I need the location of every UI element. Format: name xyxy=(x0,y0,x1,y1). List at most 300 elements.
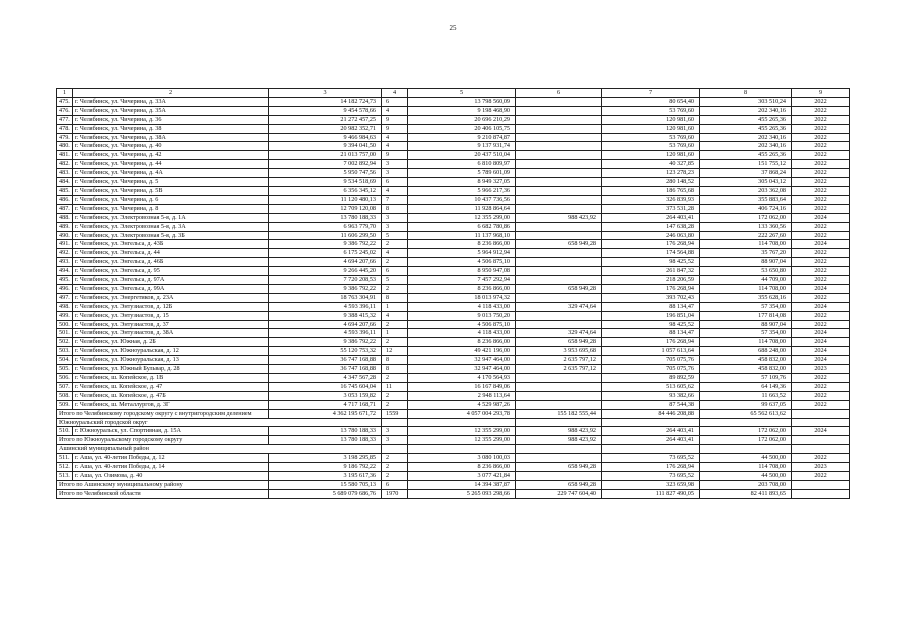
table-cell: 6 xyxy=(382,178,408,187)
table-cell: 6 356 345,12 xyxy=(269,186,382,195)
table-row xyxy=(57,115,850,124)
table-cell: 4 347 567,28 xyxy=(269,374,382,383)
table-cell: 4 506 875,10 xyxy=(408,258,516,267)
total-cell: 323 659,98 xyxy=(602,480,700,489)
table-cell xyxy=(516,169,602,178)
table-cell: 2022 xyxy=(792,276,850,285)
total-label: Итого по Челябинскому городскому округу с внутригородским делением xyxy=(57,409,269,418)
table-cell: г. Челябинск, ул. Энергетиков, д. 23А xyxy=(73,293,269,302)
table-cell xyxy=(516,471,602,480)
table-cell: 88 134,47 xyxy=(602,302,700,311)
section-header-row xyxy=(57,445,850,454)
total-label: Итого по Ашинскому муниципальному району xyxy=(57,480,269,489)
table-cell: 6 682 780,86 xyxy=(408,222,516,231)
column-header: 3 xyxy=(269,89,382,98)
total-cell: 15 580 705,13 xyxy=(269,480,382,489)
table-row xyxy=(57,276,850,285)
table-cell: 658 949,28 xyxy=(516,240,602,249)
table-cell: 11 928 864,64 xyxy=(408,204,516,213)
table-cell: 3 077 421,84 xyxy=(408,471,516,480)
table-row xyxy=(57,320,850,329)
table-row xyxy=(57,311,850,320)
table-cell: 2022 xyxy=(792,204,850,213)
table-cell: 2022 xyxy=(792,160,850,169)
table-cell: 2024 xyxy=(792,240,850,249)
table-cell: 2022 xyxy=(792,471,850,480)
table-cell xyxy=(516,454,602,463)
table-row xyxy=(57,151,850,160)
empty-cell xyxy=(516,418,602,427)
table-cell: 492. xyxy=(57,249,73,258)
total-cell xyxy=(792,436,850,445)
table-cell: 99 637,05 xyxy=(700,400,792,409)
table-cell: г. Аша, ул. 40-летия Победы, д. 12 xyxy=(73,454,269,463)
table-cell: 2 635 797,12 xyxy=(516,356,602,365)
table-cell: 222 267,60 xyxy=(700,231,792,240)
table-cell: 489. xyxy=(57,222,73,231)
table-cell: 4 170 564,93 xyxy=(408,374,516,383)
table-cell: 4 694 207,66 xyxy=(269,320,382,329)
table-cell xyxy=(516,391,602,400)
table-cell: 20 437 510,04 xyxy=(408,151,516,160)
total-cell: 65 562 613,62 xyxy=(700,409,792,418)
table-cell: 502. xyxy=(57,338,73,347)
table-cell: 7 457 292,94 xyxy=(408,276,516,285)
table-cell: г. Челябинск, ул. Чичерина, д. 38А xyxy=(73,133,269,142)
total-cell: 14 394 387,87 xyxy=(408,480,516,489)
total-cell: 1970 xyxy=(382,489,408,498)
column-header: 8 xyxy=(700,89,792,98)
table-cell: 479. xyxy=(57,133,73,142)
total-cell: 4 362 195 671,72 xyxy=(269,409,382,418)
table-cell: 40 327,85 xyxy=(602,160,700,169)
table-cell: 9 266 445,20 xyxy=(269,267,382,276)
table-cell: 246 063,80 xyxy=(602,231,700,240)
table-cell: 497. xyxy=(57,293,73,302)
table-row xyxy=(57,97,850,106)
total-row xyxy=(57,409,850,418)
table-cell: 476. xyxy=(57,106,73,115)
table-cell: 13 780 188,33 xyxy=(269,213,382,222)
table-cell: г. Челябинск, ул. Южная, д. 2Б xyxy=(73,338,269,347)
total-cell: 6 xyxy=(382,480,408,489)
table-row xyxy=(57,240,850,249)
table-cell: 176 268,94 xyxy=(602,463,700,472)
total-cell xyxy=(792,409,850,418)
table-cell: 2022 xyxy=(792,222,850,231)
table-cell: 510. xyxy=(57,427,73,436)
table-cell: 509. xyxy=(57,400,73,409)
table-cell: 504. xyxy=(57,356,73,365)
table-cell xyxy=(516,195,602,204)
table-cell: 481. xyxy=(57,151,73,160)
table-cell: 455 265,36 xyxy=(700,124,792,133)
total-cell xyxy=(792,480,850,489)
table-cell: 482. xyxy=(57,160,73,169)
table-cell: г. Челябинск, ул. Чичерина, д. 36 xyxy=(73,115,269,124)
table-cell: 9 388 415,32 xyxy=(269,311,382,320)
total-cell: 172 062,00 xyxy=(700,436,792,445)
table-cell: 305 043,12 xyxy=(700,178,792,187)
total-row xyxy=(57,480,850,489)
table-cell: 5 789 601,09 xyxy=(408,169,516,178)
table-cell: 329 474,64 xyxy=(516,302,602,311)
table-cell: 172 062,00 xyxy=(700,427,792,436)
table-cell xyxy=(516,382,602,391)
table-cell: 2022 xyxy=(792,186,850,195)
table-cell: 6 xyxy=(382,97,408,106)
table-cell: г. Челябинск, ул. Чичерина, д. 38 xyxy=(73,124,269,133)
table-cell: г. Челябинск, ул. Энгельса, д. 95 xyxy=(73,267,269,276)
table-cell: 458 832,00 xyxy=(700,356,792,365)
total-cell: 203 708,00 xyxy=(700,480,792,489)
table-cell: 12 xyxy=(382,347,408,356)
table-row xyxy=(57,133,850,142)
table-cell: г. Южноуральск, ул. Спортивная, д. 15А xyxy=(73,427,269,436)
table-cell: г. Челябинск, ул. Энтузиастов, д. 15 xyxy=(73,311,269,320)
table-cell: 151 755,12 xyxy=(700,160,792,169)
table-cell: 13 780 188,33 xyxy=(269,427,382,436)
table-cell: 508. xyxy=(57,391,73,400)
page-number: 25 xyxy=(449,24,457,32)
table-cell: 3 953 695,68 xyxy=(516,347,602,356)
total-cell: 5 265 093 298,66 xyxy=(408,489,516,498)
table-cell: 98 425,52 xyxy=(602,320,700,329)
section-header-row xyxy=(57,418,850,427)
table-cell: 355 628,16 xyxy=(700,293,792,302)
table-cell: 2024 xyxy=(792,329,850,338)
table-cell: 1 057 613,64 xyxy=(602,347,700,356)
table-row xyxy=(57,356,850,365)
table-cell: 505. xyxy=(57,365,73,374)
table-cell: 8 950 947,08 xyxy=(408,267,516,276)
table-cell: 2022 xyxy=(792,293,850,302)
table-cell: 264 403,41 xyxy=(602,427,700,436)
table-row xyxy=(57,204,850,213)
table-cell xyxy=(516,186,602,195)
table-cell: 44 500,00 xyxy=(700,454,792,463)
table-cell: 2022 xyxy=(792,106,850,115)
table-cell: 393 702,43 xyxy=(602,293,700,302)
table-cell: 8 xyxy=(382,365,408,374)
table-cell: 3 195 617,36 xyxy=(269,471,382,480)
table-cell: 147 638,28 xyxy=(602,222,700,231)
table-cell: 53 769,60 xyxy=(602,106,700,115)
table-cell: г. Челябинск, ш. Металлургов, д. 3Г xyxy=(73,400,269,409)
table-cell: 490. xyxy=(57,231,73,240)
table-cell: 280 148,52 xyxy=(602,178,700,187)
table-cell: 4 xyxy=(382,186,408,195)
table-cell: 4 118 433,00 xyxy=(408,302,516,311)
table-cell: 12 709 120,08 xyxy=(269,204,382,213)
total-cell: 658 949,28 xyxy=(516,480,602,489)
table-cell: 491. xyxy=(57,240,73,249)
table-cell: г. Челябинск, ул. Энгельса, д. 97А xyxy=(73,276,269,285)
table-cell: 483. xyxy=(57,169,73,178)
table-cell: 2024 xyxy=(792,347,850,356)
total-cell: 84 446 208,88 xyxy=(602,409,700,418)
table-cell: 4 694 207,66 xyxy=(269,258,382,267)
table-cell: 93 382,66 xyxy=(602,391,700,400)
table-cell: 2022 xyxy=(792,258,850,267)
table-cell: 37 868,24 xyxy=(700,169,792,178)
table-row xyxy=(57,249,850,258)
total-cell: 3 xyxy=(382,436,408,445)
column-header: 6 xyxy=(516,89,602,98)
table-cell: 20 406 105,75 xyxy=(408,124,516,133)
table-cell: 3 xyxy=(382,427,408,436)
table-row xyxy=(57,142,850,151)
table-cell xyxy=(516,222,602,231)
empty-cell xyxy=(602,418,700,427)
table-cell: 9 xyxy=(382,151,408,160)
table-cell: 2022 xyxy=(792,320,850,329)
table-cell: 18 013 974,32 xyxy=(408,293,516,302)
table-cell: 2022 xyxy=(792,151,850,160)
table-cell: 6 810 809,97 xyxy=(408,160,516,169)
table-cell: 455 265,36 xyxy=(700,115,792,124)
table-cell: 513 605,62 xyxy=(602,382,700,391)
table-cell: г. Челябинск, ул. Энтузиастов, д. 12Б xyxy=(73,302,269,311)
table-cell: г. Челябинск, ул. Энгельса, д. 99А xyxy=(73,284,269,293)
table-cell xyxy=(516,178,602,187)
section-label: Южноуральский городской округ xyxy=(57,418,382,427)
total-cell: 13 780 188,33 xyxy=(269,436,382,445)
table-cell: 326 839,93 xyxy=(602,195,700,204)
table-cell xyxy=(516,293,602,302)
table-row xyxy=(57,213,850,222)
table-row xyxy=(57,284,850,293)
table-cell: 406 724,16 xyxy=(700,204,792,213)
table-cell: г. Челябинск, ул. Чичерина, д. 44 xyxy=(73,160,269,169)
table-cell: 9 186 792,22 xyxy=(269,463,382,472)
table-cell: 478. xyxy=(57,124,73,133)
table-cell: 172 062,00 xyxy=(700,213,792,222)
table-cell: 2 635 797,12 xyxy=(516,365,602,374)
table-cell: 73 695,52 xyxy=(602,454,700,463)
table-row xyxy=(57,222,850,231)
column-header: 9 xyxy=(792,89,850,98)
table-cell: 4 118 433,00 xyxy=(408,329,516,338)
table-cell: 8 949 327,05 xyxy=(408,178,516,187)
table-cell: 11 137 968,10 xyxy=(408,231,516,240)
table-cell: 202 340,16 xyxy=(700,142,792,151)
table-cell: 2 xyxy=(382,374,408,383)
table-cell: 1 xyxy=(382,302,408,311)
table-cell: г. Челябинск, ул. Чичерина, д. 5 xyxy=(73,178,269,187)
table-cell: 493. xyxy=(57,258,73,267)
total-cell: 4 057 004 293,78 xyxy=(408,409,516,418)
table-cell: 5 964 912,94 xyxy=(408,249,516,258)
table-cell: 7 xyxy=(382,195,408,204)
table-cell: 2 xyxy=(382,240,408,249)
table-cell: 658 949,28 xyxy=(516,338,602,347)
table-row xyxy=(57,400,850,409)
table-cell: 9 013 750,20 xyxy=(408,311,516,320)
table-row xyxy=(57,267,850,276)
table-row xyxy=(57,338,850,347)
table-cell: 2023 xyxy=(792,463,850,472)
table-cell: 202 340,16 xyxy=(700,106,792,115)
table-cell: 88 907,04 xyxy=(700,320,792,329)
total-label: Итого по Южноуральскому городскому округу xyxy=(57,436,269,445)
table-cell xyxy=(516,374,602,383)
table-cell: 2 xyxy=(382,258,408,267)
table-cell: 511. xyxy=(57,454,73,463)
table-cell: 88 134,47 xyxy=(602,329,700,338)
table-cell: 4 xyxy=(382,311,408,320)
table-cell: 2024 xyxy=(792,356,850,365)
table-cell: 494. xyxy=(57,267,73,276)
table-cell: 9 198 468,90 xyxy=(408,106,516,115)
table-row xyxy=(57,106,850,115)
table-cell xyxy=(516,151,602,160)
table-cell: 9 394 041,50 xyxy=(269,142,382,151)
table-cell: 3 080 100,03 xyxy=(408,454,516,463)
table-cell: 2022 xyxy=(792,400,850,409)
table-cell: 44 500,00 xyxy=(700,471,792,480)
table-cell: 499. xyxy=(57,311,73,320)
table-cell: 8 xyxy=(382,356,408,365)
table-cell: 658 949,28 xyxy=(516,284,602,293)
table-cell: 486. xyxy=(57,195,73,204)
table-cell: 4 506 875,10 xyxy=(408,320,516,329)
table-row xyxy=(57,186,850,195)
table-cell: 114 708,00 xyxy=(700,463,792,472)
table-cell: 1 xyxy=(382,329,408,338)
table-cell: 9 386 792,22 xyxy=(269,284,382,293)
table-cell: 9 xyxy=(382,124,408,133)
table-cell: г. Аша, ул. 40-летия Победы, д. 14 xyxy=(73,463,269,472)
table-row xyxy=(57,471,850,480)
table-cell: 455 265,36 xyxy=(700,151,792,160)
table-cell: г. Челябинск, ул. Энгельса, д. 44 xyxy=(73,249,269,258)
table-cell: 2024 xyxy=(792,213,850,222)
table-cell: 2022 xyxy=(792,391,850,400)
table-cell: 2 xyxy=(382,454,408,463)
table-cell: 2024 xyxy=(792,302,850,311)
table-row xyxy=(57,347,850,356)
table-cell: 2022 xyxy=(792,133,850,142)
table-cell: 5 xyxy=(382,276,408,285)
table-cell: 2022 xyxy=(792,178,850,187)
table-cell: г. Челябинск, ул. Чичерина, д. 42 xyxy=(73,151,269,160)
table-cell: 373 531,28 xyxy=(602,204,700,213)
column-header: 5 xyxy=(408,89,516,98)
empty-cell xyxy=(382,418,408,427)
table-cell: 13 798 560,09 xyxy=(408,97,516,106)
table-cell: 8 xyxy=(382,204,408,213)
table-cell xyxy=(516,204,602,213)
table-cell: 11 xyxy=(382,382,408,391)
table-cell: 196 851,04 xyxy=(602,311,700,320)
table-cell: 114 708,00 xyxy=(700,338,792,347)
table-cell: 9 454 578,66 xyxy=(269,106,382,115)
table-cell: г. Челябинск, ул. Чичерина, д. 5В xyxy=(73,186,269,195)
table-cell: 2022 xyxy=(792,311,850,320)
total-cell: 229 747 604,40 xyxy=(516,489,602,498)
table-cell: 9 210 874,87 xyxy=(408,133,516,142)
table-cell: 98 425,52 xyxy=(602,258,700,267)
table-cell xyxy=(516,133,602,142)
table-cell: 176 268,94 xyxy=(602,284,700,293)
table-cell: 203 362,08 xyxy=(700,186,792,195)
table-cell xyxy=(516,124,602,133)
table-cell: 705 075,76 xyxy=(602,356,700,365)
table-cell: 2 xyxy=(382,471,408,480)
table-row xyxy=(57,178,850,187)
total-row xyxy=(57,436,850,445)
table-cell: г. Челябинск, ш. Копейское, д. 1В xyxy=(73,374,269,383)
table-cell: 120 981,60 xyxy=(602,151,700,160)
table-cell: г. Челябинск, ул. Чичерина, д. 40 xyxy=(73,142,269,151)
table-cell: 57 109,76 xyxy=(700,374,792,383)
table-row xyxy=(57,160,850,169)
table-cell: 2022 xyxy=(792,454,850,463)
table-cell: 21 013 757,00 xyxy=(269,151,382,160)
table-cell: г. Челябинск, ш. Копейское, д. 47Б xyxy=(73,391,269,400)
table-cell: 480. xyxy=(57,142,73,151)
empty-cell xyxy=(700,418,792,427)
table-cell xyxy=(516,276,602,285)
table-cell: г. Челябинск, ул. Энгельса, д. 43Б xyxy=(73,240,269,249)
table-cell: г. Челябинск, ул. Южный Бульвар, д. 28 xyxy=(73,365,269,374)
table-cell: 9 xyxy=(382,115,408,124)
table-cell: г. Челябинск, ул. Чичерина, д. 6 xyxy=(73,195,269,204)
empty-cell xyxy=(408,418,516,427)
table-cell: 2022 xyxy=(792,169,850,178)
table-cell: г. Челябинск, ул. Чичерина, д. 4А xyxy=(73,169,269,178)
table-cell: 8 236 866,00 xyxy=(408,338,516,347)
table-cell: 4 xyxy=(382,133,408,142)
table-cell: 89 892,59 xyxy=(602,374,700,383)
empty-cell xyxy=(700,445,792,454)
table-cell: 16 745 604,04 xyxy=(269,382,382,391)
column-header: 4 xyxy=(382,89,408,98)
total-cell: 82 411 893,65 xyxy=(700,489,792,498)
table-cell: 176 268,94 xyxy=(602,240,700,249)
table-row xyxy=(57,293,850,302)
table-cell: 8 236 866,00 xyxy=(408,284,516,293)
table-cell: 264 403,41 xyxy=(602,213,700,222)
table-cell: 2022 xyxy=(792,249,850,258)
table-cell: 4 xyxy=(382,142,408,151)
table-cell: 12 355 299,00 xyxy=(408,427,516,436)
table-header-row xyxy=(57,89,850,98)
table-cell: г. Челябинск, ул. Электровозная 5-я, д. 3А xyxy=(73,222,269,231)
table-row xyxy=(57,258,850,267)
table-cell: 485. xyxy=(57,186,73,195)
table-cell: г. Челябинск, ш. Копейское, д. 47 xyxy=(73,382,269,391)
table-row xyxy=(57,374,850,383)
total-cell: 264 403,41 xyxy=(602,436,700,445)
table-cell: 10 437 736,56 xyxy=(408,195,516,204)
table-cell: 7 002 892,94 xyxy=(269,160,382,169)
empty-cell xyxy=(792,445,850,454)
table-cell: г. Челябинск, ул. Южноуральская, д. 12 xyxy=(73,347,269,356)
table-cell: г. Челябинск, ул. Энтузиастов, д. 38А xyxy=(73,329,269,338)
table-cell: 2022 xyxy=(792,374,850,383)
table-cell xyxy=(516,106,602,115)
table-cell: 32 947 464,00 xyxy=(408,365,516,374)
table-cell: 2 948 113,64 xyxy=(408,391,516,400)
table-cell: 6 175 245,02 xyxy=(269,249,382,258)
table-cell: 303 510,24 xyxy=(700,97,792,106)
table-cell: 3 198 295,85 xyxy=(269,454,382,463)
table-cell: 4 xyxy=(382,106,408,115)
table-cell: 506. xyxy=(57,374,73,383)
table-cell: 120 981,60 xyxy=(602,115,700,124)
